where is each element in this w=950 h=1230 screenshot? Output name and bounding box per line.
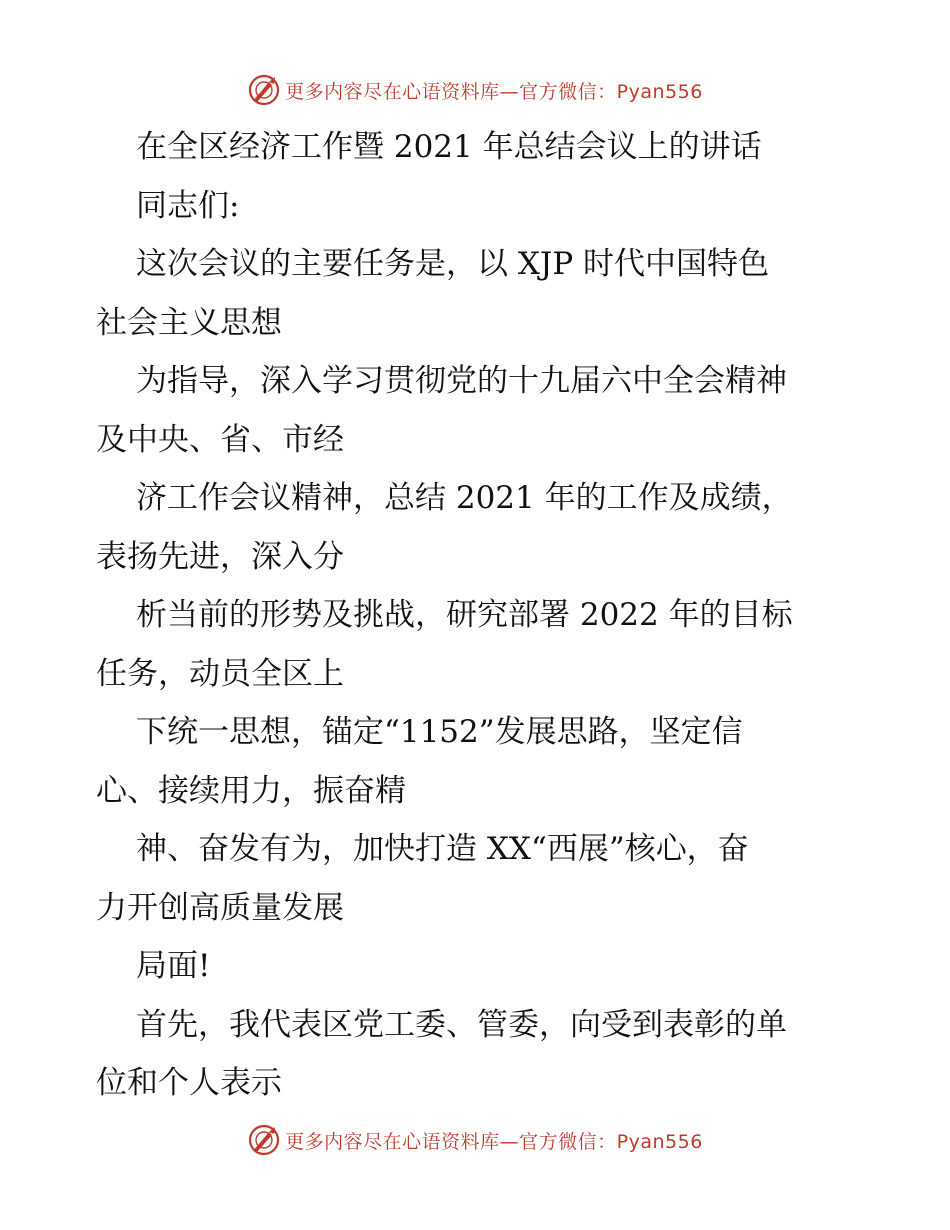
quill-logo-icon bbox=[247, 1123, 281, 1157]
watermark-text: 更多内容尽在心语资料库—官方微信：Pyan556 bbox=[285, 80, 703, 103]
paragraph-line: 神、奋发有为，加快打造 XX“西展”核心，奋 bbox=[136, 831, 749, 867]
salutation: 同志们: bbox=[136, 187, 240, 224]
paragraph-line: 心、接续用力，振奋精 bbox=[96, 772, 406, 809]
paragraph-line: 这次会议的主要任务是，以 XJP 时代中国特色 bbox=[136, 246, 770, 282]
paragraph-line: 表扬先进，深入分 bbox=[96, 538, 344, 575]
paragraph-line: 首先，我代表区党工委、管委，向受到表彰的单 bbox=[136, 1006, 787, 1043]
watermark-footer bbox=[0, 1120, 950, 1160]
paragraph-line: 下统一思想，锚定“1152”发展思路，坚定信 bbox=[136, 714, 743, 750]
paragraph-line: 位和个人表示 bbox=[96, 1065, 282, 1101]
quill-logo-icon bbox=[247, 73, 281, 107]
paragraph-line: 济工作会议精神，总结 2021 年的工作及成绩， bbox=[136, 480, 793, 516]
paragraph-line: 为指导，深入学习贯彻党的十九届六中全会精神 bbox=[136, 363, 787, 399]
paragraph-line: 局面! bbox=[136, 948, 211, 984]
paragraph-line: 社会主义思想 bbox=[96, 304, 282, 341]
watermark-header bbox=[0, 70, 950, 110]
paragraph-line: 及中央、省、市经 bbox=[96, 421, 344, 458]
document-title: 在全区经济工作暨 2021 年总结会议上的讲话 bbox=[136, 129, 762, 165]
paragraph-line: 力开创高质量发展 bbox=[96, 889, 344, 926]
paragraph-line: 析当前的形势及挑战，研究部署 2022 年的目标 bbox=[136, 597, 793, 633]
document-body bbox=[96, 118, 866, 1113]
watermark-text: 更多内容尽在心语资料库—官方微信：Pyan556 bbox=[285, 1130, 703, 1153]
paragraph-line: 任务，动员全区上 bbox=[96, 655, 344, 692]
